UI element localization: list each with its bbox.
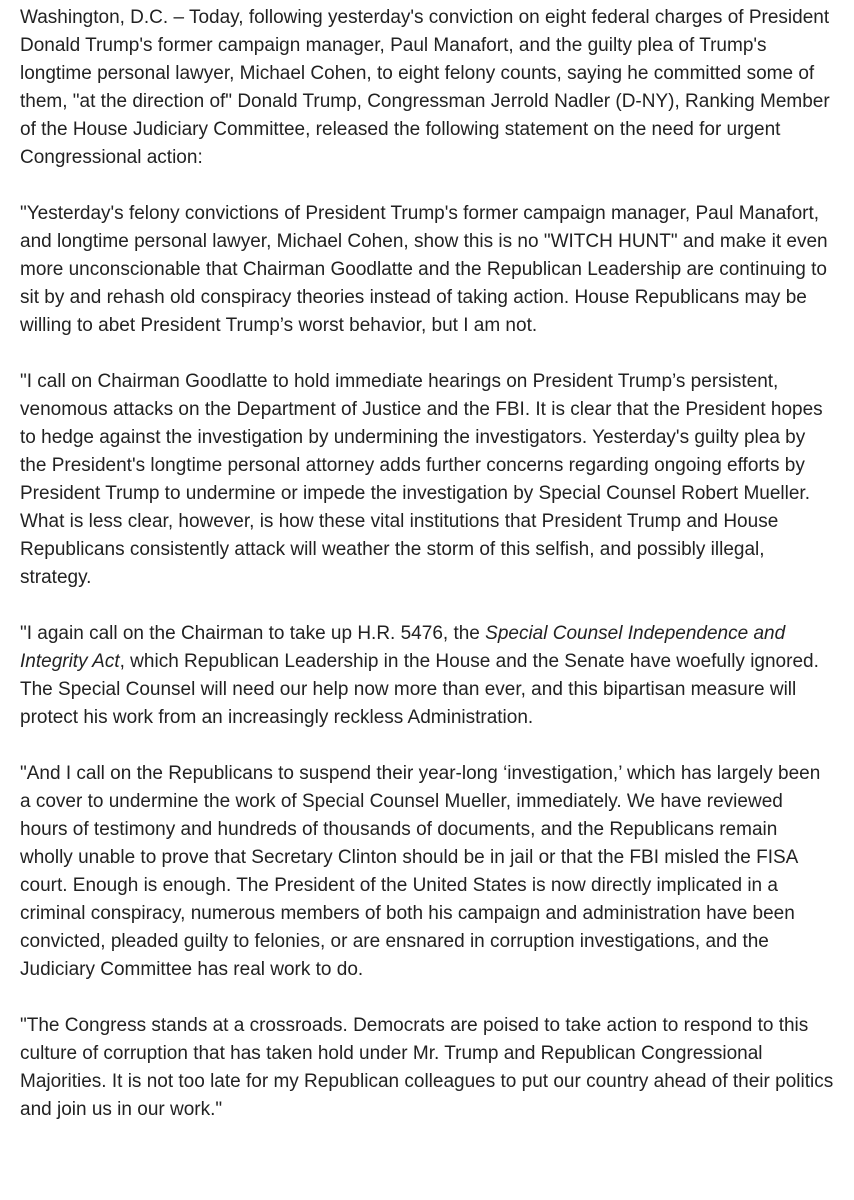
act-title: Special Counsel Independence and Integrity Act [20,623,786,672]
paragraph-intro: Washington, D.C. – Today, following yesterday's conviction on eight federal charges of President Donald Trump's former campaign manager, Paul Manafort, and the guilty plea of Trump's longtime personal lawyer, Michael Cohen, to eight felony counts, saying he committed some of them, "at the direction of" Donald Trump, Congressman Jerrold Nadler (D-NY), Ranking Member of the House Judiciary Committee, released the following statement on the need for urgent Congressional action: [20,7,830,168]
paragraph-hearings: "I call on Chairman Goodlatte to hold immediate hearings on President Trump’s persistent, venomous attacks on the Department of Justice and the FBI. It is clear that the President hopes to hedge against the investigation by undermining the investigators. Yesterday's guilty plea by the President's longtime personal attorney adds further concerns regarding ongoing efforts by President Trump to undermine or impede the investigation by Special Counsel Robert Mueller. What is less clear, however, is how these vital institutions that President Trump and House Republicans consistently attack will weather the storm of this selfish, and possibly illegal, strategy. [20,371,823,588]
paragraph-hr5476 [20,620,834,732]
paragraph-hr5476-rest: , which Republican Leadership in the House and the Senate have woefully ignored. The Special Counsel will need our help now more than ever, and this bipartisan measure will protect his work from an increasingly reckless Administration. [20,651,819,728]
paragraph-crossroads: "The Congress stands at a crossroads. Democrats are poised to take action to respond to this culture of corruption that has taken hold under Mr. Trump and Republican Congressional Majorities. It is not too late for my Republican colleagues to put our country ahead of their politics and join us in our work." [20,1015,834,1120]
paragraph-convictions: "Yesterday's felony convictions of President Trump's former campaign manager, Paul Manafort, and longtime personal lawyer, Michael Cohen, show this is no "WITCH HUNT" and make it even more unconscionable that Chairman Goodlatte and the Republican Leadership are continuing to sit by and rehash old conspiracy theories instead of taking action. House Republicans may be willing to abet President Trump’s worst behavior, but I am not. [20,203,828,336]
paragraph-hr5476-lead: "I again call on the Chairman to take up H.R. 5476, the [20,623,486,644]
paragraph-investigation: "And I call on the Republicans to suspend their year-long ‘investigation,’ which has largely been a cover to undermine the work of Special Counsel Mueller, immediately. We have reviewed hours of testimony and hundreds of thousands of documents, and the Republicans remain wholly unable to prove that Secretary Clinton should be in jail or that the FBI misled the FISA court. Enough is enough. The President of the United States is now directly implicated in a criminal conspiracy, numerous members of both his campaign and administration have been convicted, pleaded guilty to felonies, or are ensnared in corruption investigations, and the Judiciary Committee has real work to do. [20,763,821,980]
